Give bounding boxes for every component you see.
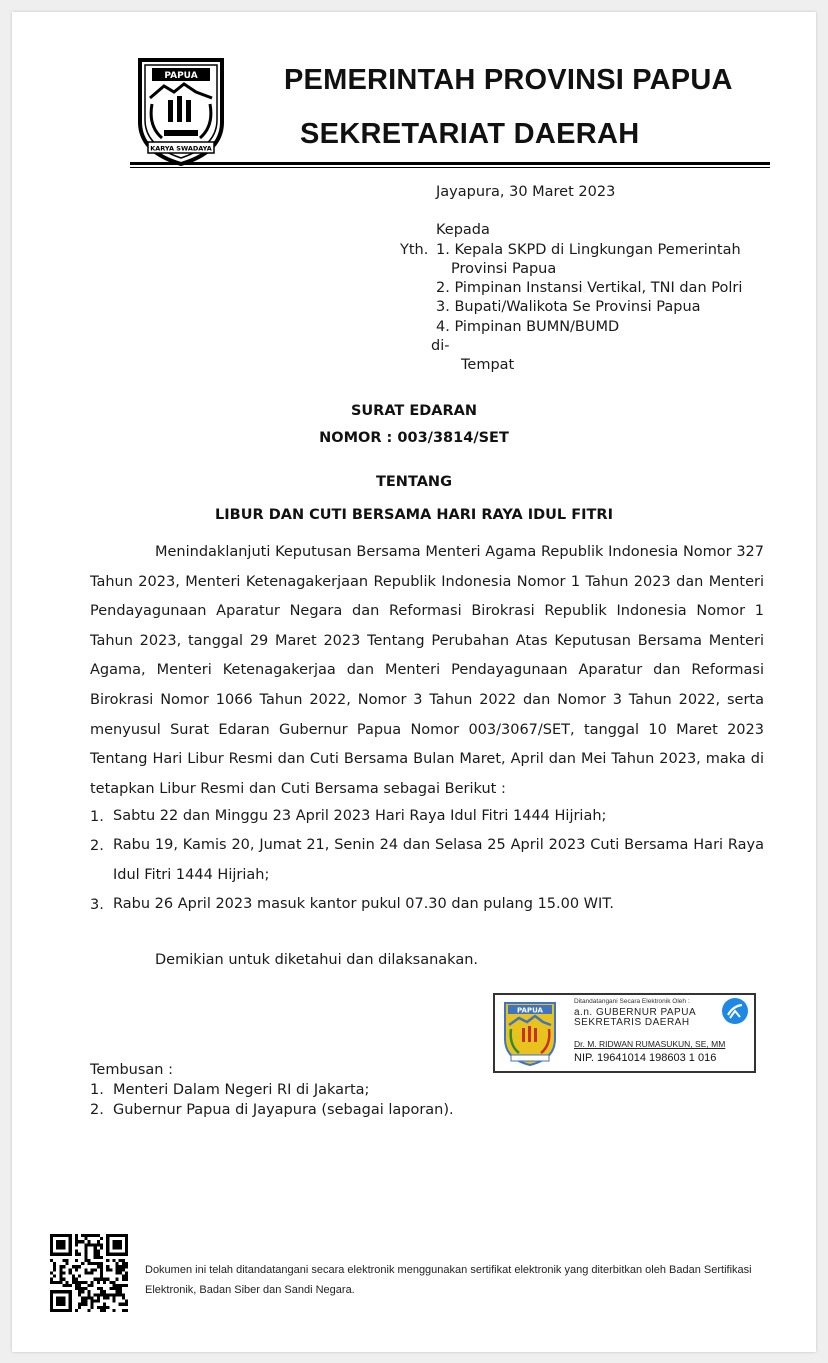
letter-subject: LIBUR DAN CUTI BERSAMA HARI RAYA IDUL FITRI: [215, 507, 613, 523]
place-date: Jayapura, 30 Maret 2023: [436, 184, 616, 200]
tembusan-item: Menteri Dalam Negeri RI di Jakarta;: [113, 1082, 370, 1098]
bsre-seal-icon: [721, 997, 749, 1025]
recipient-item: 1. Kepala SKPD di Lingkungan Pemerintah: [436, 242, 741, 258]
list-number: 3.: [90, 897, 104, 913]
recipient-di: di-: [431, 338, 450, 354]
recipient-kepada: Kepada: [436, 222, 490, 238]
recipient-tempat: Tempat: [461, 357, 515, 373]
recipient-item: 3. Bupati/Walikota Se Provinsi Papua: [436, 299, 701, 315]
recipient-item: 4. Pimpinan BUMN/BUMD: [436, 319, 620, 335]
letterhead-secretariat-title: SEKRETARIAT DAERAH: [300, 118, 640, 150]
closing-sentence: Demikian untuk diketahui dan dilaksanakan.: [155, 952, 479, 968]
papua-emblem-color-icon: [503, 1001, 557, 1067]
letterhead-government-title: PEMERINTAH PROVINSI PAPUA: [284, 64, 733, 96]
sig-nip: NIP. 19641014 198603 1 016: [574, 1052, 717, 1064]
letterhead-divider-thin: [130, 167, 770, 168]
list-item: Sabtu 22 dan Minggu 23 April 2023 Hari Raya Idul Fitri 1444 Hijriah;: [113, 808, 607, 824]
letter-number: NOMOR : 003/3814/SET: [319, 430, 509, 446]
letterhead-divider: [130, 162, 770, 165]
logo-top-text: PAPUA: [164, 71, 198, 81]
e-signature-footer-note: Dokumen ini telah ditandatangani secara elektronik menggunakan sertifikat elektronik yang diterbitkan oleh Badan Sertifikasi Elektronik, Badan Siber dan Sandi Negara.: [145, 1264, 752, 1296]
list-number: 1.: [90, 809, 104, 825]
list-number: 2.: [90, 838, 104, 854]
body-paragraph: Menindaklanjuti Keputusan Bersama Menteri Agama Republik Indonesia Nomor 327 Tahun 2023, Menteri Ketenagakerjaan Republik Indonesia Nomor 1 Tahun 2023 dan Menteri Pendayagunaan Aparatur Negara dan Reformasi Birokrasi Republik Indonesia Nomor 1 Tahun 2023, tanggal 29 Maret 2023 Tentang Perubahan Atas Keputusan Bersama Menteri Agama, Menteri Ketenagakerjaa dan Menteri Pendayagunaan Aparatur dan Reformasi Birokrasi Nomor 1066 Tahun 2022, Nomor 3 Tahun 2022 dan Nomor 3 Tahun 2022, serta menyusul Surat Edaran Gubernur Papua Nomor 003/3067/SET, tanggal 10 Maret 2023 Tentang Hari Libur Resmi dan Cuti Bersama Bulan Maret, April dan Mei Tahun 2023, maka di tetapkan Libur Resmi dan Cuti Bersama sebagai Berikut :: [90, 544, 764, 797]
letter-tentang: TENTANG: [376, 474, 452, 490]
tembusan-number: 2.: [90, 1102, 104, 1118]
list-item: Rabu 19, Kamis 20, Jumat 21, Senin 24 dan Selasa 25 April 2023 Cuti Bersama Hari Raya Idul Fitri 1444 Hijriah;: [113, 837, 764, 883]
recipient-item: 2. Pimpinan Instansi Vertikal, TNI dan Polri: [436, 280, 743, 296]
qr-code: [50, 1234, 128, 1312]
recipient-item: Provinsi Papua: [451, 261, 557, 277]
sig-signer-name: Dr. M. RIDWAN RUMASUKUN, SE, MM: [574, 1039, 726, 1049]
logo-bottom-text: KARYA SWADAYA: [150, 144, 212, 153]
document-page: [12, 12, 816, 1352]
sig-position: SEKRETARIS DAERAH: [574, 1017, 690, 1028]
tembusan-label: Tembusan :: [90, 1062, 173, 1078]
sig-signed-label: Ditandatangani Secara Elektronik Oleh :: [574, 998, 690, 1005]
recipient-yth: Yth.: [400, 242, 429, 258]
tembusan-item: Gubernur Papua di Jayapura (sebagai laporan).: [113, 1102, 454, 1118]
sig-on-behalf: a.n. GUBERNUR PAPUA: [574, 1007, 697, 1018]
tembusan-number: 1.: [90, 1082, 104, 1098]
letter-type: SURAT EDARAN: [350, 403, 478, 419]
list-item: Rabu 26 April 2023 masuk kantor pukul 07.30 dan pulang 15.00 WIT.: [113, 896, 615, 912]
papua-emblem-logo: [134, 56, 228, 168]
electronic-signature-box: [493, 993, 756, 1073]
sig-logo-text: PAPUA: [517, 1006, 543, 1015]
